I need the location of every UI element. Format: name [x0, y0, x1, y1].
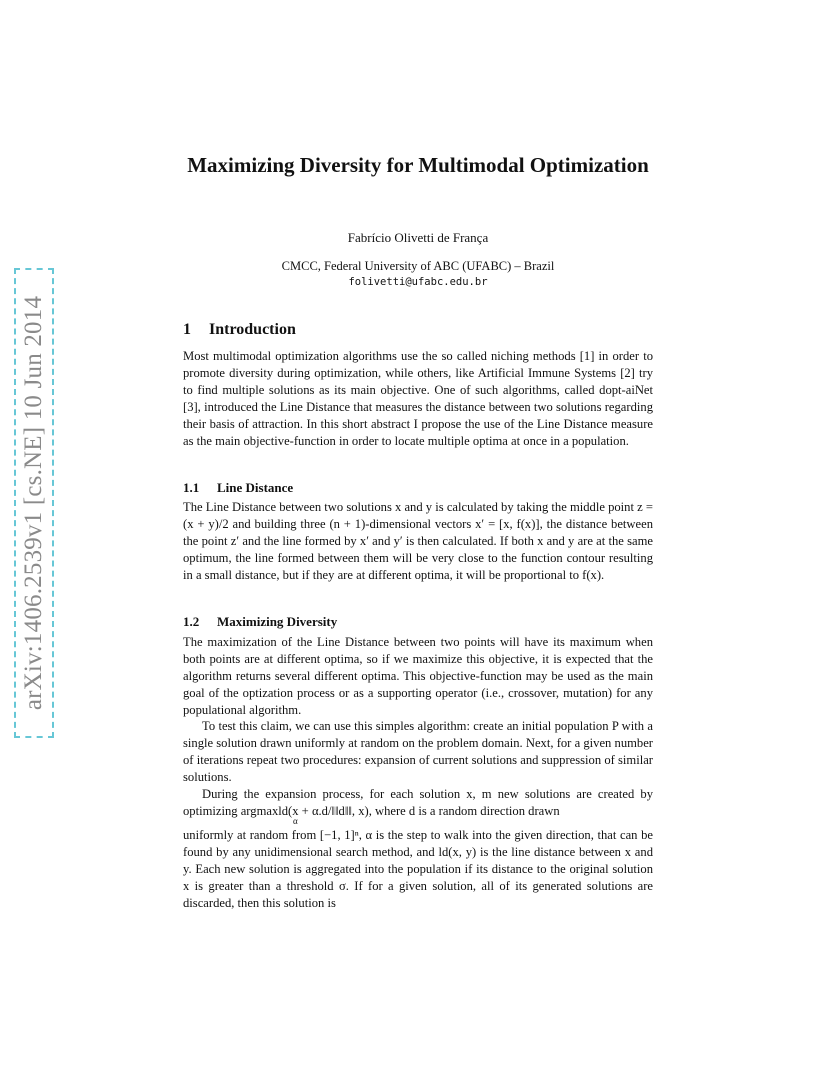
subsection-heading-maximizing-diversity [183, 614, 337, 630]
subsection-number: 1.1 [183, 480, 200, 495]
author-affiliation: CMCC, Federal University of ABC (UFABC) – Brazil [281, 259, 555, 273]
subsection-heading-line-distance [183, 480, 293, 496]
arxiv-stamp [14, 268, 54, 738]
author-name: Fabrício Olivetti de França [347, 230, 489, 245]
argmax-subscript: α [293, 816, 298, 826]
author-email: folivetti@ufabc.edu.br [348, 276, 488, 288]
subsection-title: Maximizing Diversity [217, 614, 338, 629]
intro-paragraph: Most multimodal optimization algorithms use the so called niching methods [1] in order to promote diversity during optimization, while others, like Artificial Immune Systems [2] try to find multiple solutions as its main objective. One of such algorithms, called dopt-aiNet [3], introduced the Line Distance that measures the distance between two solutions regarding their basis of attraction. In this short abstract I propose the use of the Line Distance measure as the main objective-function in order to locate multiple optima at once in a population. [183, 349, 653, 448]
section-number: 1 [183, 321, 191, 338]
subsection-title: Line Distance [217, 480, 294, 495]
max-diversity-paragraph-3: During the expansion process, for each solution x, m new solutions are created by optimizing argmaxld(x + α.d/‖‖d‖‖, x), where d is a random direction drawn [183, 787, 653, 818]
section-heading-introduction [183, 321, 296, 339]
paper-title: Maximizing Diversity for Multimodal Optimization [187, 153, 649, 177]
line-distance-paragraph: The Line Distance between two solutions x and y is calculated by taking the middle point z = (x + y)/2 and building three (n + 1)-dimensional vectors x′ = [x, f(x)], the distance between the point z′ and the line formed by x′ and y′ is then calculated. If both x and y are at the same optimum, the line formed between them will be very close to the function contour resulting in a small distance, but if they are at different optima, it will be proportional to f(x). [183, 500, 653, 582]
section-title: Introduction [209, 321, 296, 338]
max-diversity-paragraph-1: The maximization of the Line Distance between two points will have its maximum when both points are at different optima, so if we maximize this objective, it is expected that the algorithm returns several different optima. This objective-function may be used as the main goal of the optization process or as a supporting operator (i.e., crossover, mutation) for any populational algorithm. [183, 635, 653, 717]
max-diversity-paragraph-2: To test this claim, we can use this simples algorithm: create an initial population P with a single solution drawn uniformly at random on the problem domain. Next, for a given number of iterations repeat two procedures: expansion of current solutions and suppression of similar solutions. [183, 719, 653, 784]
arxiv-id: arXiv:1406.2539v1 [cs.NE] 10 Jun 2014 [20, 295, 48, 711]
max-diversity-paragraph-4: uniformly at random from [−1, 1]ⁿ, α is the step to walk into the given direction, that can be found by any unidimensional search method, and ld(x, y) is the line distance between x and y. Each new solution is aggregated into the population if its distance to the original solution x is greater than a threshold σ. If for a given solution, all of its generated solutions are discarded, then this solution is [183, 828, 653, 910]
subsection-number: 1.2 [183, 614, 200, 629]
